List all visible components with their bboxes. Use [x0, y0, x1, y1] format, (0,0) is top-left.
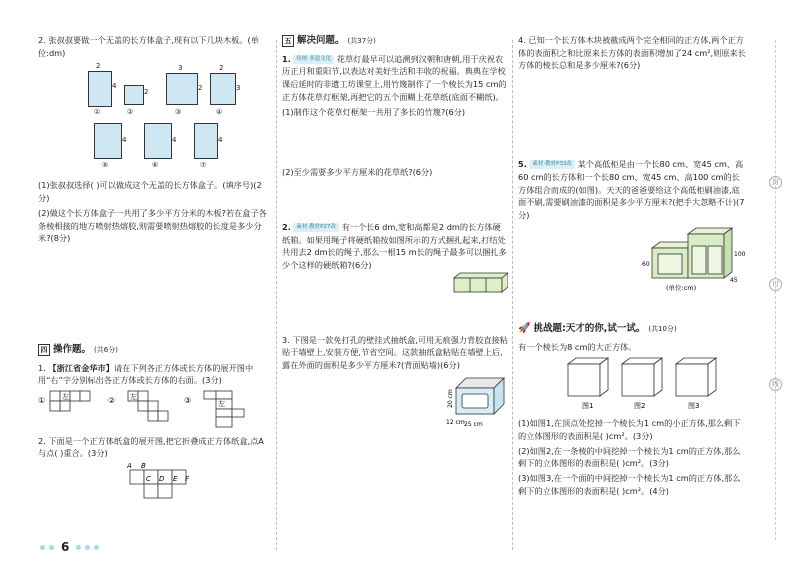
- footer-dot: [85, 545, 90, 550]
- challenge-title: 挑战题:天才的你,试一试。: [533, 322, 646, 334]
- cab-dim-low-height: 60: [642, 260, 650, 268]
- mq1-num: 1.: [282, 53, 291, 64]
- board-6-idx: ⑥: [152, 161, 159, 170]
- board-3-h: 2: [198, 84, 203, 93]
- boards-figure: [38, 61, 270, 179]
- binding-margin: [766, 0, 786, 569]
- board-2-idx: ②: [127, 108, 134, 117]
- board-6-h: 4: [172, 136, 177, 145]
- board-1: [88, 71, 112, 107]
- board-1-h: 4: [112, 82, 117, 91]
- challenge-intro: 有一个棱长为8 cm的大正方体。: [518, 341, 637, 352]
- board-7-idx: ⑦: [200, 161, 207, 170]
- net-letter-d: D: [159, 475, 165, 484]
- box-dim-height: 20 cm: [447, 389, 454, 408]
- board-4-h: 3: [236, 84, 241, 93]
- mq1-part2: (2)至少需要多少平方厘米的花草纸?(6分): [282, 167, 433, 178]
- margin-char-3: 线: [769, 378, 782, 391]
- section-5-points: (共37分): [347, 36, 376, 45]
- board-7: [194, 123, 218, 159]
- op1-nets-figure: [38, 389, 270, 431]
- op1-text: 1. 【浙江省金华市】请在下列各正方体或长方体的展开图中用“右”字分别标出各正方体或长方体的右面。(3分): [38, 362, 254, 386]
- answer-space-rq5: [518, 299, 746, 321]
- board-3-w: 3: [178, 64, 183, 73]
- answer-space-mq1-1: [282, 120, 508, 166]
- board-2-h: 2: [144, 88, 149, 97]
- box-dim-depth: 12 cm: [446, 418, 465, 426]
- net-letter-a: A: [127, 462, 132, 471]
- op1-label-2: ②: [108, 396, 116, 406]
- op1-tag: 【浙江省金华市】: [48, 362, 114, 373]
- rq5-body: 某个高低柜是由一个长80 cm、宽45 cm、高60 cm的长方体和一个长80 cm、宽45 cm、高100 cm的长方体组合而成的(如图)。天天的爸爸要给这个高低柜刷油漆,底面不刷,需要刷油漆的面积是多少平方厘米?(把手大忽略不计)(7分): [518, 159, 745, 220]
- section-4-title: 操作题。: [53, 343, 92, 355]
- rq5-tag: 素材·教材P33改: [529, 160, 575, 169]
- op2-text: 2. 下面是一个正方体纸盒的展开图,把它折叠成正方体纸盒,点A与点( )重合。(3分): [38, 435, 264, 459]
- section-4-points: (共6分): [94, 345, 118, 354]
- section-5-icon: 五: [282, 35, 294, 47]
- fig-label-2: 图2: [634, 401, 646, 410]
- board-7-h: 4: [218, 136, 223, 145]
- board-3-idx: ③: [175, 108, 182, 117]
- op1-mark-1: 左: [62, 393, 69, 402]
- left-column: [38, 34, 270, 520]
- mq2-text: [282, 221, 508, 272]
- op1-mark-3: 左: [218, 400, 225, 409]
- mq3-text: 3. 下图是一款免打孔的壁挂式抽纸盒,可用无痕强力背胶直接粘贴于墙壁上,安装方便,节省空间。这款抽纸盒粘贴在墙壁上后,露在外面的面积是多少平方厘米?(背面贴墙)(6分): [282, 334, 508, 371]
- mq2-body: 有一个长6 dm,宽和高都是2 dm的长方体硬纸箱。如果用绳子将硬纸箱按如图所示的方式捆扎起来,打结处共用去2 dm长的绳子,那么一根15 m长的绳子最多可以捆扎多少个这样的硬纸箱?(6分): [282, 221, 507, 271]
- fig-label-1: 图1: [582, 401, 594, 410]
- mq2-num: 2.: [282, 221, 291, 232]
- rocket-icon: 🚀: [518, 323, 531, 335]
- footer-dot: [76, 545, 81, 550]
- net-letter-e: E: [173, 475, 178, 484]
- column-divider: [512, 40, 513, 550]
- board-1-w: 2: [96, 62, 101, 71]
- footer-dot: [94, 545, 99, 550]
- cab-dim-depth: 45: [730, 276, 738, 284]
- section-4-icon: 四: [38, 344, 50, 356]
- fig-label-3: 图3: [688, 401, 700, 410]
- tissue-box-figure: [282, 374, 508, 436]
- op1-mark-2: 左: [130, 393, 137, 402]
- q2-part2: (2)做这个长方体盒子一共用了多少平方分米的木板?若在盒子各条棱相接的地方喷射热熔胶,则需要喷射热熔胶的长度是多少分米?(8分): [38, 207, 267, 244]
- mq1-part1: (1)制作这个花草灯框架一共用了多长的竹篾?(6分): [282, 106, 466, 117]
- q2-stem: 2. 张叔叔要做一个无盖的长方体盒子,现有以下几块木板。(单位:dm): [38, 35, 259, 58]
- margin-char-1: 封: [769, 176, 782, 189]
- q2-part1: (1)张叔叔选择( )可以做成这个无盖的长方体盒子。(填序号)(2分): [38, 180, 262, 204]
- op1-body: 请在下列各正方体或长方体的展开图中用“右”字分别标出各正方体或长方体的右面。(3分): [38, 362, 254, 386]
- rq5-text: [518, 158, 746, 222]
- rq4-text: 4. 已知一个长方体木块被截成两个完全相同的正方体,两个正方体的表面积之和比原来长方体的表面积增加了24 cm²,则原来长方体的棱长总和是多少厘米?(6分): [518, 35, 746, 71]
- challenge-points: (共10分): [648, 324, 677, 333]
- answer-space-q2: [38, 247, 270, 343]
- answer-space-rq4: [518, 74, 746, 158]
- board-4-w: 2: [219, 64, 224, 73]
- margin-char-2: 讨: [769, 278, 782, 291]
- cube-figures: [518, 356, 746, 414]
- cab-unit: (单位:cm): [666, 283, 697, 292]
- op1-label-3: ③: [184, 396, 192, 406]
- footer-dot: [40, 545, 45, 550]
- net-letter-f: F: [185, 475, 190, 484]
- board-3: [166, 73, 198, 105]
- footer-dot: [49, 545, 54, 550]
- net-letter-c: C: [146, 475, 151, 484]
- page-footer: [40, 538, 99, 557]
- board-1-idx: ①: [94, 108, 101, 117]
- net-letter-b: B: [141, 462, 146, 471]
- box-dim-length: 25 cm: [464, 420, 483, 428]
- board-4-idx: ④: [216, 108, 223, 117]
- section-5-title: 解决问题。: [297, 35, 345, 46]
- board-5: [94, 123, 122, 159]
- cube-net-figure: [38, 462, 270, 516]
- challenge-part2: (2)如图2,在一条棱的中间挖掉一个棱长为1 cm的正方体,那么剩下的立体图形的表面积是( )cm²。(3分): [518, 445, 741, 469]
- mq2-tag: 素材·教材P27改: [293, 223, 339, 232]
- cab-dim-tall-height: 100: [734, 250, 746, 258]
- page-number: 6: [61, 540, 70, 554]
- board-5-h: 4: [122, 136, 127, 145]
- cabinet-figure: [518, 224, 746, 296]
- column-divider: [276, 40, 277, 550]
- section-4-header: [38, 343, 270, 358]
- board-2: [124, 85, 144, 105]
- mq1-tag: 传统·非遗文化: [293, 55, 334, 64]
- challenge-part1: (1)如图1,在顶点处挖掉一个棱长为1 cm的小正方体,那么剩下的立体图形的表面积是( )cm²。(3分): [518, 418, 741, 441]
- rq5-num: 5.: [518, 159, 527, 170]
- challenge-header: [518, 321, 746, 337]
- mq1-text: [282, 53, 508, 104]
- right-column: [518, 34, 746, 499]
- section-5-header: [282, 34, 508, 49]
- board-5-idx: ⑤: [102, 161, 109, 170]
- board-4: [210, 73, 236, 105]
- challenge-part3: (3)如图3,在一个面的中间挖掉一个棱长为1 cm的正方体,那么剩下的立体图形的表面积是( )cm²。(4分): [518, 473, 741, 496]
- answer-space-mq1-2: [282, 181, 508, 221]
- op1-label-1: ①: [38, 396, 46, 406]
- mq1-body: 花草灯最早可以追溯到汉朝和唐朝,用于庆祝农历正月和重阳节,以表达对美好生活和丰收的祝福。典典在学校课后延时的非遗工坊课堂上,用竹篾制作了一个棱长为15 cm的正方体花草灯框架,再把它的五个面糊上花草纸(底面不糊纸)。: [282, 53, 507, 102]
- tied-box-figure: [282, 270, 508, 296]
- answer-space-mq2: [282, 296, 508, 334]
- middle-column: [282, 34, 508, 440]
- board-6: [144, 123, 172, 159]
